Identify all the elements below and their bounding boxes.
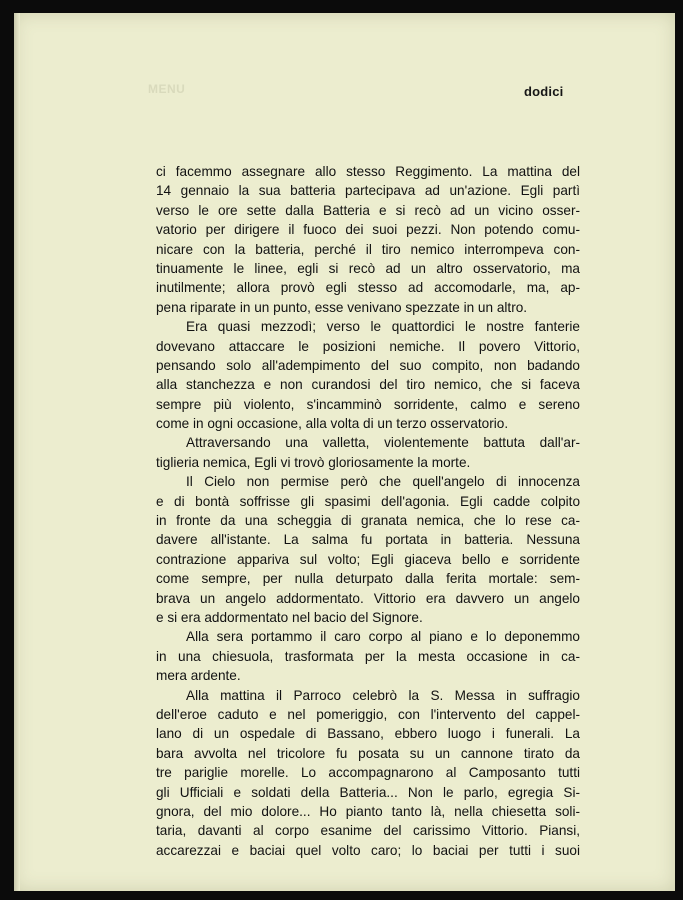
text-line: tinuamente le linee, egli si recò ad un altro osservatorio, ma: [156, 260, 580, 276]
text-line: tiglieria nemica, Egli vi trovò gloriosamente la morte.: [156, 454, 471, 470]
text-line: gli Ufficiali e soldati della Batteria... Non le parlo, egregia Si-: [156, 784, 580, 800]
text-line: pensando solo all'adempimento del suo compito, non badando: [156, 357, 580, 373]
text-line: come sempre, per nulla deturpato dalla ferita mortale: sem-: [156, 571, 580, 587]
text-line: lano di un ospedale di Bassano, ebbero luogo i funerali. La: [156, 726, 580, 742]
text-line: in fronte da una scheggia di granata nemica, che lo rese ca-: [156, 513, 580, 529]
text-line: tre pariglie morelle. Lo accompagnarono al Camposanto tutti: [156, 765, 580, 781]
text-line: vatorio per dirigere il fuoco dei suoi pezzi. Non potendo comu-: [156, 222, 580, 238]
text-line: davere all'istante. La salma fu portata in batteria. Nessuna: [156, 532, 580, 548]
text-line: Il Cielo non permise però che quell'angelo di innocenza: [186, 474, 580, 490]
text-line: e di bontà soffrisse gli spasimi dell'agonia. Egli cadde colpito: [156, 493, 580, 509]
text-line: nicare con la batteria, perché il tiro nemico interrompeva con-: [156, 241, 580, 257]
text-line: gnora, del mio dolore... Ho pianto tanto là, nella chiesetta soli-: [156, 803, 580, 819]
page-binding-edge: [14, 13, 20, 891]
text-line: bara avvolta nel tricolore fu posata su un cannone tirato da: [156, 745, 580, 761]
text-line: Attraversando una valletta, violentemente battuta dall'ar-: [186, 435, 580, 451]
bleed-through-mark: MENU: [148, 82, 186, 96]
text-line: taria, davanti al corpo esanime del carissimo Vittorio. Piansi,: [156, 823, 580, 839]
text-line: in una chiesuola, trasformata per la mesta occasione in ca-: [156, 648, 580, 664]
text-line: pena riparate in un punto, esse venivano spezzate in un altro.: [156, 299, 528, 315]
text-line: sempre più violento, s'incamminò sorridente, calmo e sereno: [156, 396, 580, 412]
text-line: Alla sera portammo il caro corpo al piano e lo deponemmo: [186, 629, 580, 645]
body-text: [156, 162, 580, 860]
text-line: inutilmente; allora provò egli stesso ad accomodarle, ma, ap-: [156, 280, 580, 296]
text-line: 14 gennaio la sua batteria partecipava ad un'azione. Egli partì: [156, 183, 580, 199]
text-line: dell'eroe caduto e nel pomeriggio, con l'intervento del cappel-: [156, 706, 580, 722]
text-line: ci facemmo assegnare allo stesso Reggimento. La mattina del: [156, 164, 580, 179]
text-line: contrazione appariva sul volto; Egli giaceva bello e sorridente: [156, 551, 580, 567]
page-number-label: dodici: [524, 84, 564, 99]
text-line: dovevano attaccare le posizioni nemiche. Il povero Vittorio,: [156, 338, 580, 354]
text-line: brava un angelo addormentato. Vittorio era davvero un angelo: [156, 590, 580, 606]
text-line: Alla mattina il Parroco celebrò la S. Messa in suffragio: [186, 687, 580, 703]
text-line: Era quasi mezzodì; verso le quattordici le nostre fanterie: [186, 319, 580, 335]
text-line: accarezzai e baciai quel volto caro; lo baciai per tutti i suoi: [156, 842, 580, 858]
text-line: verso le ore sette dalla Batteria e si recò ad un vicino osser-: [156, 202, 580, 218]
text-line: alla stanchezza e non curandosi del tiro nemico, che si faceva: [156, 377, 580, 393]
text-line: come in ogni occasione, alla volta di un terzo osservatorio.: [156, 416, 509, 432]
text-line: e si era addormentato nel bacio del Signore.: [156, 609, 423, 625]
text-line: mera ardente.: [156, 668, 241, 684]
